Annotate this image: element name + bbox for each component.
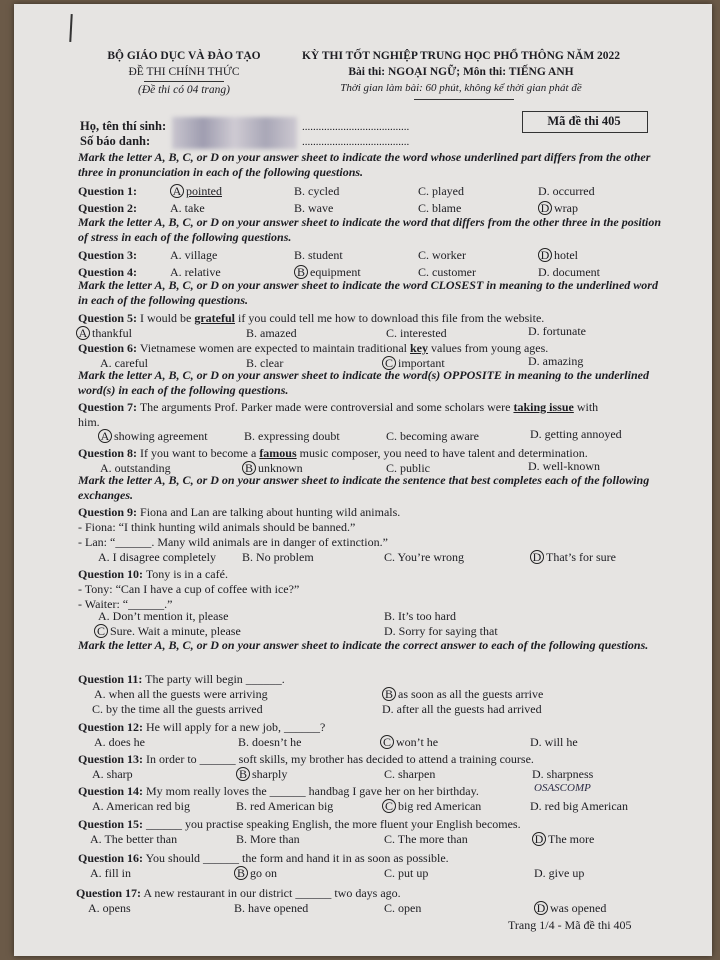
q4-option-c: C. customer	[418, 265, 476, 279]
q5-option-a	[76, 326, 132, 341]
q11-option-d: D. after all the guests had arrived	[382, 702, 542, 716]
q12-label: Question 12:	[78, 720, 144, 734]
q4-label: Question 4:	[78, 265, 138, 279]
q3-option-a: A. village	[170, 248, 218, 262]
answer-circle: B	[236, 767, 250, 781]
q16-text: You should ______ the form and hand it in as soon as possible.	[145, 851, 449, 865]
q15-option-c: C. The more than	[384, 832, 468, 846]
q3-option-c: C. worker	[418, 248, 466, 262]
q5-stem	[78, 311, 544, 326]
q10-c-text: Sure. Wait a minute, please	[110, 624, 241, 638]
q9-option-a: A. I disagree completely	[98, 550, 216, 564]
q8-option-a: A. outstanding	[100, 461, 171, 475]
q15-option-a: A. The better than	[90, 832, 178, 846]
q12-option-c	[380, 735, 438, 750]
answer-circle: D	[532, 832, 546, 846]
q9-option-b: B. No problem	[242, 550, 314, 564]
q13-b-text: sharply	[252, 767, 288, 781]
q11-label: Question 11:	[78, 672, 143, 686]
instruction-closest: Mark the letter A, B, C, or D on your answer sheet to indicate the word CLOSEST in meaning to the underlined word in each of the following questions.	[78, 278, 658, 307]
q13-stem	[78, 752, 534, 767]
q17-option-a: A. opens	[88, 901, 131, 915]
q5-text-post: if you could tell me how to download this file from the website.	[238, 311, 545, 325]
q13-option-b	[236, 767, 287, 782]
q6-option-b: B. clear	[246, 356, 284, 370]
q16-b-text: go on	[250, 866, 277, 880]
q10-option-d: D. Sorry for saying that	[384, 624, 498, 638]
q14-text: My mom really loves the ______ handbag I gave her on her birthday.	[146, 784, 479, 798]
instruction-pronunciation: Mark the letter A, B, C, or D on your answer sheet to indicate the word whose underlined part differs from the other three in pronunciation in each of the following questions.	[78, 150, 651, 179]
answer-circle: B	[234, 866, 248, 880]
q6-label: Question 6:	[78, 341, 138, 355]
q7-key-word: taking issue	[513, 400, 574, 414]
q10-stem	[78, 567, 228, 582]
q5-option-c: C. interested	[386, 326, 447, 340]
q15-stem	[78, 817, 521, 832]
name-dots: .......................................	[302, 121, 410, 133]
q13-option-d: D. sharpness	[532, 767, 594, 781]
q5-a-text: thankful	[92, 326, 132, 340]
answer-circle: B	[294, 265, 308, 279]
q9-line-fiona: - Fiona: “I think hunting wild animals should be banned.”	[78, 520, 356, 534]
q13-option-c: C. sharpen	[384, 767, 436, 781]
q15-d-text: The more	[548, 832, 595, 846]
q12-stem	[78, 720, 325, 735]
q4-b-text: equipment	[310, 265, 361, 279]
q5-label: Question 5:	[78, 311, 138, 325]
q14-option-b: B. red American big	[236, 799, 334, 813]
id-label: Số báo danh:	[80, 134, 151, 148]
q10-option-a: A. Don’t mention it, please	[98, 609, 229, 623]
q12-option-b: B. doesn’t he	[238, 735, 302, 749]
q11-b-text: as soon as all the guests arrive	[398, 687, 544, 701]
q15-option-b: B. More than	[236, 832, 300, 846]
q14-stem	[78, 784, 479, 799]
q7-option-c: C. becoming aware	[386, 429, 479, 443]
q16-option-b	[234, 866, 277, 881]
q16-option-d: D. give up	[534, 866, 585, 880]
q8-option-d: D. well-known	[528, 459, 600, 473]
exam-page	[14, 4, 712, 956]
q9-option-d	[530, 550, 616, 565]
q8-key-word: famous	[259, 446, 297, 460]
answer-circle: C	[380, 735, 394, 749]
q8-b-text: unknown	[258, 461, 303, 475]
instruction-correct: Mark the letter A, B, C, or D on your answer sheet to indicate the correct answer to each of the following questions.	[78, 638, 649, 652]
q11-text: The party will begin ______.	[145, 672, 285, 686]
id-dots: .......................................	[302, 136, 410, 148]
q7-text-post: with	[576, 400, 599, 414]
q6-key-word: key	[410, 341, 428, 355]
q16-option-c: C. put up	[384, 866, 429, 880]
q4-option-d: D. document	[538, 265, 600, 279]
q1-a-text: pointed	[186, 184, 222, 198]
q6-c-text: important	[398, 356, 445, 370]
q7-text-pre: The arguments Prof. Parker made were controversial and some scholars were	[139, 400, 511, 414]
q15-text: ______ you practise speaking English, the more fluent your English becomes.	[146, 817, 521, 831]
q3-option-b: B. student	[294, 248, 343, 262]
q8-text-pre: If you want to become a	[140, 446, 257, 460]
q14-label: Question 14:	[78, 784, 144, 798]
q7-stem-end: him.	[78, 415, 100, 429]
answer-circle: D	[534, 901, 548, 915]
exam-code: Mã đề thi 405	[547, 114, 621, 128]
q8-stem	[78, 446, 588, 461]
official-label: ĐỀ THI CHÍNH THỨC	[128, 66, 240, 78]
q2-option-b: B. wave	[294, 201, 334, 215]
q11-stem	[78, 672, 285, 687]
q9-text: Fiona and Lan are talking about hunting wild animals.	[140, 505, 401, 519]
q7-label: Question 7:	[78, 400, 138, 414]
q10-option-c	[94, 624, 241, 639]
q3-d-text: hotel	[554, 248, 578, 262]
q10-text: Tony is in a café.	[145, 567, 228, 581]
q6-stem	[78, 341, 548, 356]
q2-option-a: A. take	[170, 201, 205, 215]
q17-stem	[76, 886, 401, 901]
q15-option-d	[532, 832, 594, 847]
q1-option-d: D. occurred	[538, 184, 595, 198]
q17-option-d	[534, 901, 606, 916]
name-label: Họ, tên thí sinh:	[80, 119, 167, 133]
q5-option-b: B. amazed	[246, 326, 297, 340]
q5-key-word: grateful	[194, 311, 235, 325]
ministry-name: BỘ GIÁO DỤC VÀ ĐÀO TẠO	[107, 50, 261, 62]
answer-circle: C	[382, 356, 396, 370]
pages-note: (Đề thi có 04 trang)	[138, 84, 230, 96]
q9-stem	[78, 505, 400, 520]
answer-circle: A	[76, 326, 90, 340]
divider	[144, 81, 224, 82]
q12-text: He will apply for a new job, ______?	[146, 720, 326, 734]
redacted-name	[172, 117, 297, 149]
handwritten-note: OSASCOMP	[534, 782, 591, 794]
q6-option-a: A. careful	[100, 356, 148, 370]
q12-option-d: D. will he	[530, 735, 578, 749]
answer-circle: D	[530, 550, 544, 564]
q7-option-b: B. expressing doubt	[244, 429, 340, 443]
q2-d-text: wrap	[554, 201, 578, 215]
q12-c-text: won’t he	[396, 735, 439, 749]
q16-option-a: A. fill in	[90, 866, 131, 880]
answer-circle: B	[242, 461, 256, 475]
q14-option-a: A. American red big	[92, 799, 190, 813]
q6-text-post: values from young ages.	[431, 341, 549, 355]
answer-circle: A	[98, 429, 112, 443]
q9-label: Question 9:	[78, 505, 138, 519]
q7-option-a	[98, 429, 208, 444]
q1-option-c: C. played	[418, 184, 464, 198]
q7-stem	[78, 400, 598, 415]
instruction-stress: Mark the letter A, B, C, or D on your answer sheet to indicate the word that differs from the other three in the position of stress in each of the following questions.	[78, 215, 662, 244]
instruction-opposite: Mark the letter A, B, C, or D on your answer sheet to indicate the word(s) OPPOSITE in meaning to the underlined word(s) in each of the following questions.	[78, 368, 649, 397]
q14-option-c	[382, 799, 481, 814]
divider	[414, 99, 514, 100]
q8-option-c: C. public	[386, 461, 430, 475]
instruction-exchange: Mark the letter A, B, C, or D on your answer sheet to indicate the sentence that best completes each of the following exchanges.	[78, 473, 650, 502]
q17-label: Question 17:	[76, 886, 142, 900]
q7-a-text: showing agreement	[114, 429, 208, 443]
q5-option-d: D. fortunate	[528, 324, 586, 338]
q17-text: A new restaurant in our district ______ two days ago.	[143, 886, 401, 900]
q15-label: Question 15:	[78, 817, 144, 831]
q9-option-c: C. You’re wrong	[384, 550, 465, 564]
q17-d-text: was opened	[550, 901, 607, 915]
exam-title: KỲ THI TỐT NGHIỆP TRUNG HỌC PHỔ THÔNG NĂM 2022	[301, 50, 621, 62]
exam-subject: Bài thi: NGOẠI NGỮ; Môn thi: TIẾNG ANH	[348, 66, 574, 78]
q2-option-d	[538, 201, 578, 216]
q1-option-b: B. cycled	[294, 184, 340, 198]
q10-line-waiter: - Waiter: “______.”	[78, 597, 173, 611]
q8-label: Question 8:	[78, 446, 138, 460]
q5-text-pre: I would be	[140, 311, 192, 325]
q6-option-d: D. amazing	[528, 354, 584, 368]
q12-option-a: A. does he	[94, 735, 145, 749]
exam-time: Thời gian làm bài: 60 phút, không kể thời gian phát đề	[340, 82, 582, 94]
q16-stem	[78, 851, 449, 866]
q7-option-d: D. getting annoyed	[530, 427, 622, 441]
q8-text-post: music composer, you need to have talent and determination.	[299, 446, 588, 460]
q10-option-b: B. It’s too hard	[384, 609, 456, 623]
q9-d-text: That’s for sure	[546, 550, 616, 564]
q10-line-tony: - Tony: “Can I have a cup of coffee with ice?”	[78, 582, 300, 596]
q4-option-a: A. relative	[170, 265, 221, 279]
q3-option-d	[538, 248, 578, 263]
q16-label: Question 16:	[78, 851, 144, 865]
page-footer: Trang 1/4 - Mã đề thi 405	[508, 918, 632, 932]
answer-circle: D	[538, 201, 552, 215]
q1-label: Question 1:	[78, 184, 138, 198]
answer-circle: C	[94, 624, 108, 638]
answer-circle: A	[170, 184, 184, 198]
q14-option-d: D. red big American	[530, 799, 628, 813]
q17-option-c: C. open	[384, 901, 422, 915]
q13-text: In order to ______ soft skills, my brother has decided to attend a training course.	[146, 752, 534, 766]
q13-label: Question 13:	[78, 752, 144, 766]
q11-option-b	[382, 687, 543, 702]
answer-circle: B	[382, 687, 396, 701]
q2-option-c: C. blame	[418, 201, 462, 215]
answer-circle: C	[382, 799, 396, 813]
q2-label: Question 2:	[78, 201, 138, 215]
q14-c-text: big red American	[398, 799, 482, 813]
q9-line-lan: - Lan: “______. Many wild animals are in danger of extinction.”	[78, 535, 388, 549]
q11-option-a: A. when all the guests were arriving	[94, 687, 268, 701]
q6-text-pre: Vietnamese women are expected to maintain traditional	[139, 341, 407, 355]
pen-mark	[69, 14, 72, 42]
q10-label: Question 10:	[78, 567, 144, 581]
q11-option-c: C. by the time all the guests arrived	[92, 702, 263, 716]
q1-option-a	[170, 184, 222, 199]
q3-label: Question 3:	[78, 248, 138, 262]
q13-option-a: A. sharp	[92, 767, 133, 781]
answer-circle: D	[538, 248, 552, 262]
q17-option-b: B. have opened	[234, 901, 309, 915]
